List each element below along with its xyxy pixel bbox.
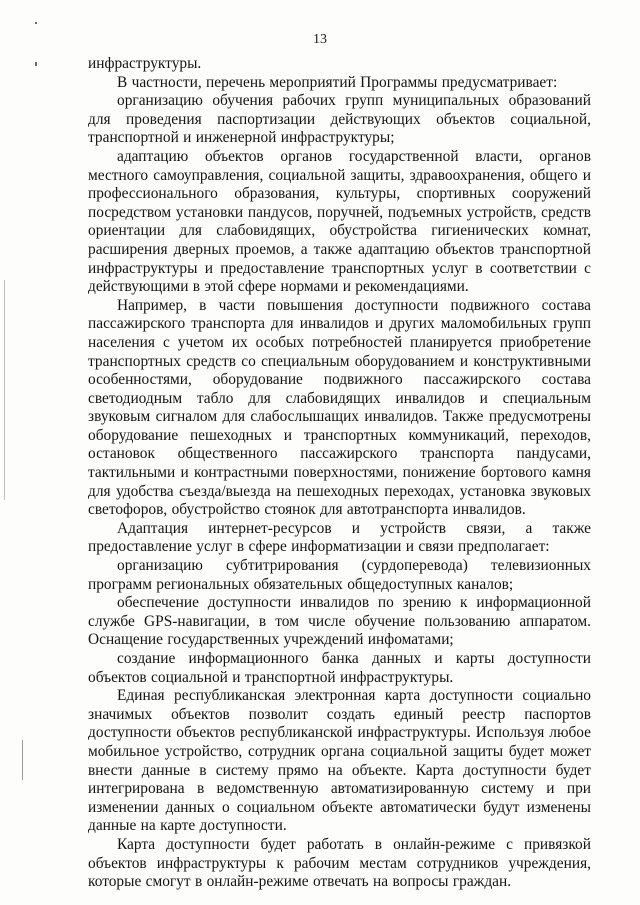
paragraph: В частности, перечень мероприятий Программы предусматривает: [117,73,558,91]
paragraph: Адаптация интернет-ресурсов и устройств связи, а также предоставление услуг в сфере информатизации и связи предполагает: [88,519,591,556]
scan-speck [35,62,37,66]
paragraph: адаптацию объектов органов государственной власти, органов местного самоуправления, социальной защиты, здравоохранения, общего и профессионального образования, культуры, спортивных сооружений посредством установки пандусов, поручней, подъемных устройств, средств ориентации для слабовидящих, обустройства гигиенических комнат, расширения дверных проемов, а также адаптацию объектов транспортной инфраструктуры и предоставление транспортных услуг в соответствии с действующими в этой сфере нормами и рекомендациями. [88,147,591,296]
paragraph: обеспечение доступности инвалидов по зрению к информационной службе GPS-навигации, в том числе обучение пользованию аппаратом. Оснащение государственных учреждений инфоматами; [88,594,591,649]
paragraph: организацию субтитрирования (сурдоперевода) телевизионных программ региональных обязательных общедоступных каналов; [88,557,591,593]
paragraph: Например, в части повышения доступности подвижного состава пассажирского транспорта для инвалидов и других маломобильных групп населения с учетом их особых потребностей планируется приобретение транспортных средств со специальным оборудованием и конструктивными особенностями, оборудование подвижного пассажирского состава светодиодным табло для слабовидящих инвалидов и специальным звуковым сигналом для слабослышащих инвалидов. Также предусмотрены оборудование пешеходных и транспортных коммуникаций, переходов, остановок общественного пассажирского транспорта пандусами, тактильными и контрастными поверхностями, понижение бортового камня для удобства съезда/выезда на пешеходных переходах, установка звуковых светофоров, обустройство стоянок для автотранспорта инвалидов. [88,296,591,519]
paragraph: Единая республиканская электронная карта доступности социально значимых объектов позволит создать единый реестр паспортов доступности объектов республиканской инфраструктуры. Используя любое мобильное устройство, сотрудник органа социальной защиты будет может внести данные в систему прямо на объекте. Карта доступности будет интегрирована в ведомственную автоматизированную систему и при изменении данных о социальном объекте автоматически будут изменены данные на карте доступности. [88,687,591,835]
scan-speck [35,22,37,24]
paragraph: Карта доступности будет работать в онлайн-режиме с привязкой объектов инфраструктуры к рабочим местам сотрудников учреждения, которые смогут в онлайн-режиме отвечать на вопросы граждан. [88,835,591,891]
scan-edge-line [22,740,23,780]
scan-edge-line [4,280,5,500]
paragraph: организацию обучения рабочих групп муниципальных образований для проведения паспортизации действующих объектов социальной, транспортной и инженерной инфраструктуры; [88,92,591,147]
paragraph: инфраструктуры. [88,55,202,72]
document-body [88,55,591,892]
paragraph: создание информационного банка данных и карты доступности объектов социальной и транспортной инфраструктуры. [88,650,591,686]
page-number: 13 [313,32,327,47]
